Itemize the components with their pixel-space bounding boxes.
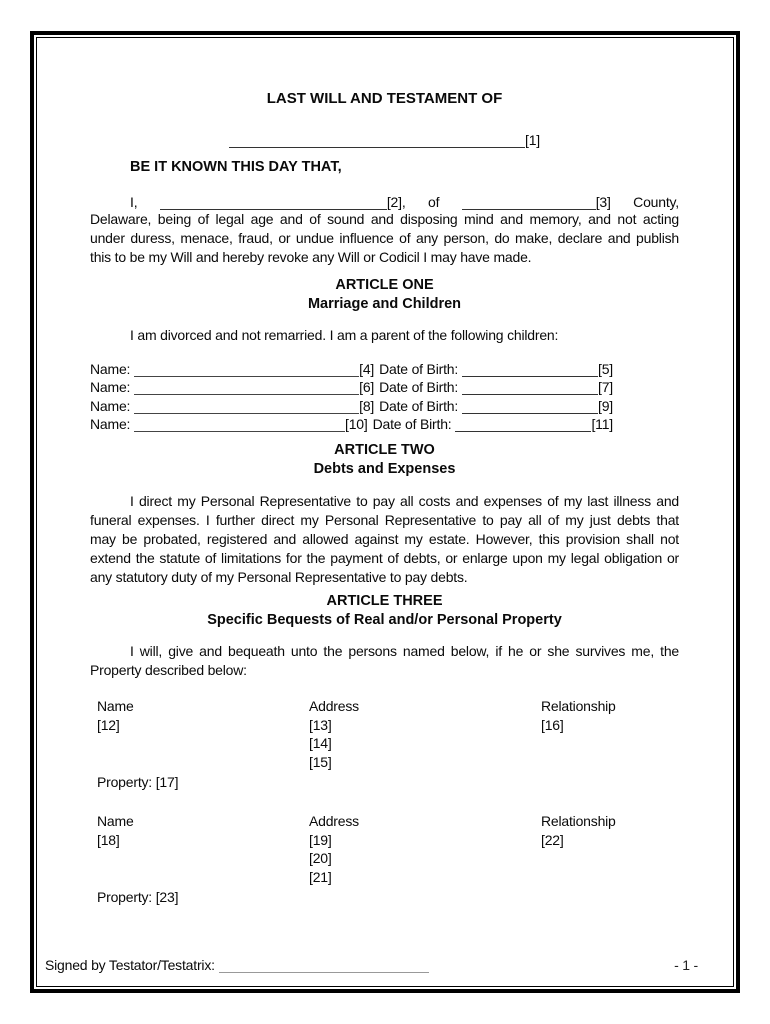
signed-by-row bbox=[45, 957, 429, 973]
article-one-subtitle: Marriage and Children bbox=[307, 295, 462, 312]
name-label: Name: bbox=[90, 360, 131, 377]
opening-name-field[interactable] bbox=[160, 194, 387, 210]
opening-paragraph bbox=[90, 210, 679, 267]
article-three-subtitle: Specific Bequests of Real and/or Personal Property bbox=[207, 611, 562, 628]
name-label: Name: bbox=[90, 416, 131, 432]
column-header-address: Address bbox=[309, 698, 359, 714]
child-name-field[interactable] bbox=[134, 416, 345, 432]
document-title: LAST WILL AND TESTAMENT OF bbox=[266, 90, 503, 107]
child-name-ref: [6] bbox=[359, 379, 375, 395]
child-dob-field[interactable] bbox=[455, 416, 591, 432]
bequest-relationship-ref[interactable]: [16] bbox=[541, 716, 564, 733]
bequest-relationship-ref[interactable]: [22] bbox=[541, 831, 564, 848]
debts-line-5: any statutory duty of my Personal Representative to pay debts. bbox=[90, 569, 468, 585]
child-name-ref: [4] bbox=[359, 360, 375, 377]
children-list bbox=[90, 358, 613, 432]
dob-label: Date of Birth: bbox=[379, 360, 459, 377]
bequest-grid bbox=[97, 697, 679, 771]
bequest-address-ref[interactable]: [19] bbox=[309, 831, 332, 848]
child-row bbox=[90, 358, 613, 377]
dob-label: Date of Birth: bbox=[379, 397, 459, 414]
child-row bbox=[90, 377, 613, 396]
debts-line-1: I direct my Personal Representative to pay all costs and expenses of my last illness and bbox=[130, 493, 679, 509]
bequest-address-ref[interactable]: [21] bbox=[309, 868, 332, 885]
article-one-title: ARTICLE ONE bbox=[335, 277, 434, 293]
opening-line-1 bbox=[90, 191, 679, 210]
bequest-address-ref[interactable]: [13] bbox=[309, 716, 332, 733]
article-three-heading bbox=[90, 592, 679, 629]
bequest-name-ref[interactable]: [18] bbox=[97, 831, 120, 848]
bequest-address-ref[interactable]: [20] bbox=[309, 850, 332, 866]
bequest-intro-line-2: Property described below: bbox=[90, 662, 247, 678]
testator-name-ref: [1] bbox=[525, 132, 540, 148]
child-dob-ref: [11] bbox=[591, 416, 613, 432]
opening-line-4: this to be my Will and hereby revoke any Will or Codicil I may have made. bbox=[90, 249, 532, 265]
page-number: - 1 - bbox=[674, 957, 698, 973]
column-header-name: Name bbox=[97, 698, 134, 714]
opening-county-group bbox=[462, 194, 611, 210]
child-dob-field[interactable] bbox=[462, 361, 598, 377]
child-dob-ref: [7] bbox=[598, 379, 613, 395]
column-header-address: Address bbox=[309, 813, 359, 829]
column-header-relationship: Relationship bbox=[541, 813, 616, 829]
property-line bbox=[97, 773, 679, 792]
debts-paragraph bbox=[90, 492, 679, 587]
dob-label: Date of Birth: bbox=[372, 416, 452, 432]
opening-pre: I, bbox=[130, 194, 138, 210]
bequest-grid bbox=[97, 812, 679, 886]
opening-line-3: under duress, menace, fraud, or undue influence of any person, do make, declare and publish bbox=[90, 230, 679, 246]
signed-by-label: Signed by Testator/Testatrix: bbox=[45, 957, 215, 973]
opening-name-ref: [2], bbox=[386, 194, 406, 210]
column-header-relationship: Relationship bbox=[541, 698, 616, 714]
article-three-title: ARTICLE THREE bbox=[326, 593, 443, 609]
page-footer bbox=[45, 957, 698, 973]
child-name-field[interactable] bbox=[134, 379, 359, 395]
child-dob-field[interactable] bbox=[462, 398, 598, 414]
children-intro: I am divorced and not remarried. I am a parent of the following children: bbox=[130, 327, 559, 343]
property-ref[interactable]: [17] bbox=[155, 774, 179, 790]
bequest-block-2 bbox=[97, 812, 679, 907]
opening-county-ref: [3] bbox=[595, 194, 611, 210]
column-header-name: Name bbox=[97, 813, 134, 829]
debts-line-3: may be probated, registered and allowed against my estate. However, this provision shall not bbox=[90, 531, 679, 547]
article-two-title: ARTICLE TWO bbox=[334, 442, 435, 458]
intro-heading: BE IT KNOWN THIS DAY THAT, bbox=[130, 159, 342, 175]
property-line bbox=[97, 888, 679, 907]
bequest-block-1 bbox=[97, 697, 679, 792]
child-dob-ref: [9] bbox=[598, 397, 613, 414]
name-label: Name: bbox=[90, 397, 131, 414]
bequest-address-ref[interactable]: [15] bbox=[309, 753, 332, 770]
bequest-intro-line-1: I will, give and bequeath unto the persons named below, if he or she survives me, the bbox=[130, 643, 679, 659]
name-label: Name: bbox=[90, 379, 131, 395]
child-name-field[interactable] bbox=[134, 361, 359, 377]
property-label: Property: bbox=[97, 889, 152, 905]
child-name-field[interactable] bbox=[134, 398, 359, 414]
property-label: Property: bbox=[97, 774, 152, 790]
testator-signature-line[interactable] bbox=[219, 958, 429, 973]
debts-line-2: funeral expenses. I further direct my Personal Representative to pay all of my just debts that bbox=[90, 512, 679, 528]
opening-post: County, bbox=[633, 194, 679, 210]
child-name-ref: [8] bbox=[359, 397, 375, 414]
child-name-ref: [10] bbox=[345, 416, 368, 432]
article-two-subtitle: Debts and Expenses bbox=[313, 460, 456, 477]
article-one-heading bbox=[90, 276, 679, 313]
opening-line-2: Delaware, being of legal age and of sound and disposing mind and memory, and not acting bbox=[90, 211, 679, 227]
debts-line-4: extend the statute of limitations for the payment of debts, or enlarge upon my legal obligation or bbox=[90, 550, 679, 566]
bequest-intro-paragraph bbox=[90, 642, 679, 680]
testator-name-field[interactable] bbox=[229, 132, 525, 148]
child-dob-field[interactable] bbox=[462, 379, 598, 395]
child-row bbox=[90, 414, 613, 433]
opening-mid: of bbox=[427, 194, 440, 210]
bequest-address-ref[interactable]: [14] bbox=[309, 735, 332, 751]
bequest-name-ref[interactable]: [12] bbox=[97, 716, 120, 733]
property-ref[interactable]: [23] bbox=[155, 889, 179, 905]
child-row bbox=[90, 395, 613, 414]
article-two-heading bbox=[90, 441, 679, 478]
dob-label: Date of Birth: bbox=[379, 379, 459, 395]
child-dob-ref: [5] bbox=[598, 360, 613, 377]
opening-county-field[interactable] bbox=[462, 194, 596, 210]
opening-name-group bbox=[160, 194, 406, 210]
testator-name-line bbox=[90, 129, 679, 148]
